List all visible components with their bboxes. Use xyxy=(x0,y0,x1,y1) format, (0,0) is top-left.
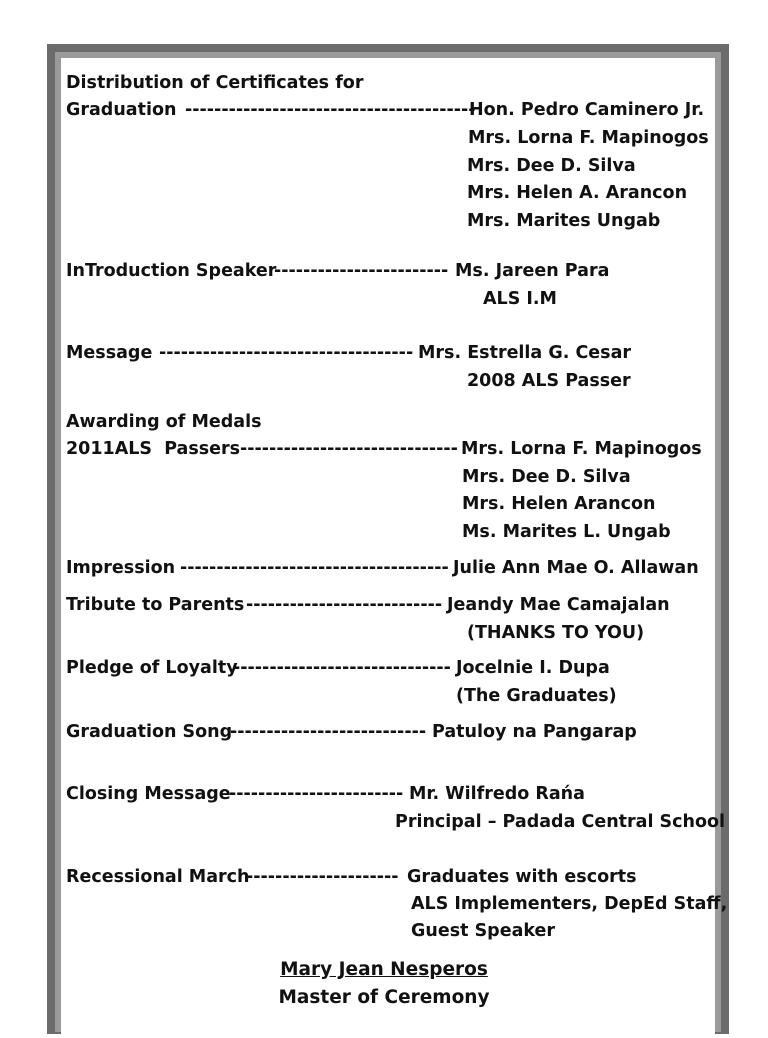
name-line: Ms. Jareen Para xyxy=(455,261,610,281)
event-closing-message: Closing Message xyxy=(66,784,231,804)
event-recessional-march: Recessional March xyxy=(66,867,250,887)
event-tribute-parents: Tribute to Parents xyxy=(66,595,245,615)
dash-leader: --------------------------- xyxy=(230,722,427,742)
name-line: Jocelnie I. Dupa xyxy=(456,658,610,678)
name-line: (The Graduates) xyxy=(456,686,617,706)
name-line: Jeandy Mae Camajalan xyxy=(447,595,670,615)
event-graduation: Graduation xyxy=(66,100,177,120)
event-2011-als-passers: 2011ALS Passers xyxy=(66,439,241,459)
name-line: Graduates with escorts xyxy=(407,867,637,887)
name-line: Mrs. Lorna F. Mapinogos xyxy=(468,128,709,148)
name-line: Julie Ann Mae O. Allawan xyxy=(453,558,699,578)
name-line: Mrs. Marites Ungab xyxy=(467,211,661,231)
event-pledge-loyalty: Pledge of Loyalty xyxy=(66,658,238,678)
event-awarding-medals: Awarding of Medals xyxy=(66,412,262,432)
name-line: 2008 ALS Passer xyxy=(467,371,631,391)
name-line: Mrs. Helen A. Arancon xyxy=(467,183,688,203)
name-line: Mrs. Dee D. Silva xyxy=(462,467,631,487)
dash-leader: ------------------------ xyxy=(274,261,449,281)
name-line: (THANKS TO YOU) xyxy=(467,623,645,643)
name-line: Mrs. Dee D. Silva xyxy=(467,156,636,176)
dash-leader: ------------------------------------- xyxy=(180,558,449,578)
page-sheet xyxy=(61,58,715,1038)
name-line: ALS I.M xyxy=(483,289,557,309)
dash-leader: --------------------------- xyxy=(246,595,443,615)
dash-leader: ---------------------------------------- xyxy=(185,100,476,120)
name-line: Principal – Padada Central School xyxy=(395,812,726,832)
name-line: Mr. Wilfredo Rańa xyxy=(409,784,585,804)
dash-leader: --------------------- xyxy=(246,867,399,887)
dash-leader: ------------------------------ xyxy=(240,439,458,459)
master-of-ceremony-name: Mary Jean Nesperos xyxy=(280,959,488,980)
dash-leader: ----------------------------------- xyxy=(159,343,414,363)
dash-leader: ------------------------ xyxy=(229,784,404,804)
name-line: Hon. Pedro Caminero Jr. xyxy=(469,100,705,120)
name-line: Mrs. Estrella G. Cesar xyxy=(418,343,632,363)
name-line: Mrs. Lorna F. Mapinogos xyxy=(461,439,702,459)
dash-leader: ------------------------------ xyxy=(233,658,451,678)
name-line: Ms. Marites L. Ungab xyxy=(462,522,671,542)
name-line: Patuloy na Pangarap xyxy=(432,722,637,742)
footer-role: Master of Ceremony xyxy=(278,987,490,1008)
event-impression: Impression xyxy=(66,558,176,578)
event-message: Message xyxy=(66,343,153,363)
name-line: ALS Implementers, DepEd Staff, xyxy=(411,894,728,914)
event-graduation-song: Graduation Song xyxy=(66,722,233,742)
event-introduction-speaker: InTroduction Speaker xyxy=(66,261,277,281)
footer-name xyxy=(0,957,768,983)
name-line: Mrs. Helen Arancon xyxy=(462,494,656,514)
event-distribution-certificates: Distribution of Certificates for xyxy=(66,73,364,93)
name-line: Guest Speaker xyxy=(411,921,556,941)
